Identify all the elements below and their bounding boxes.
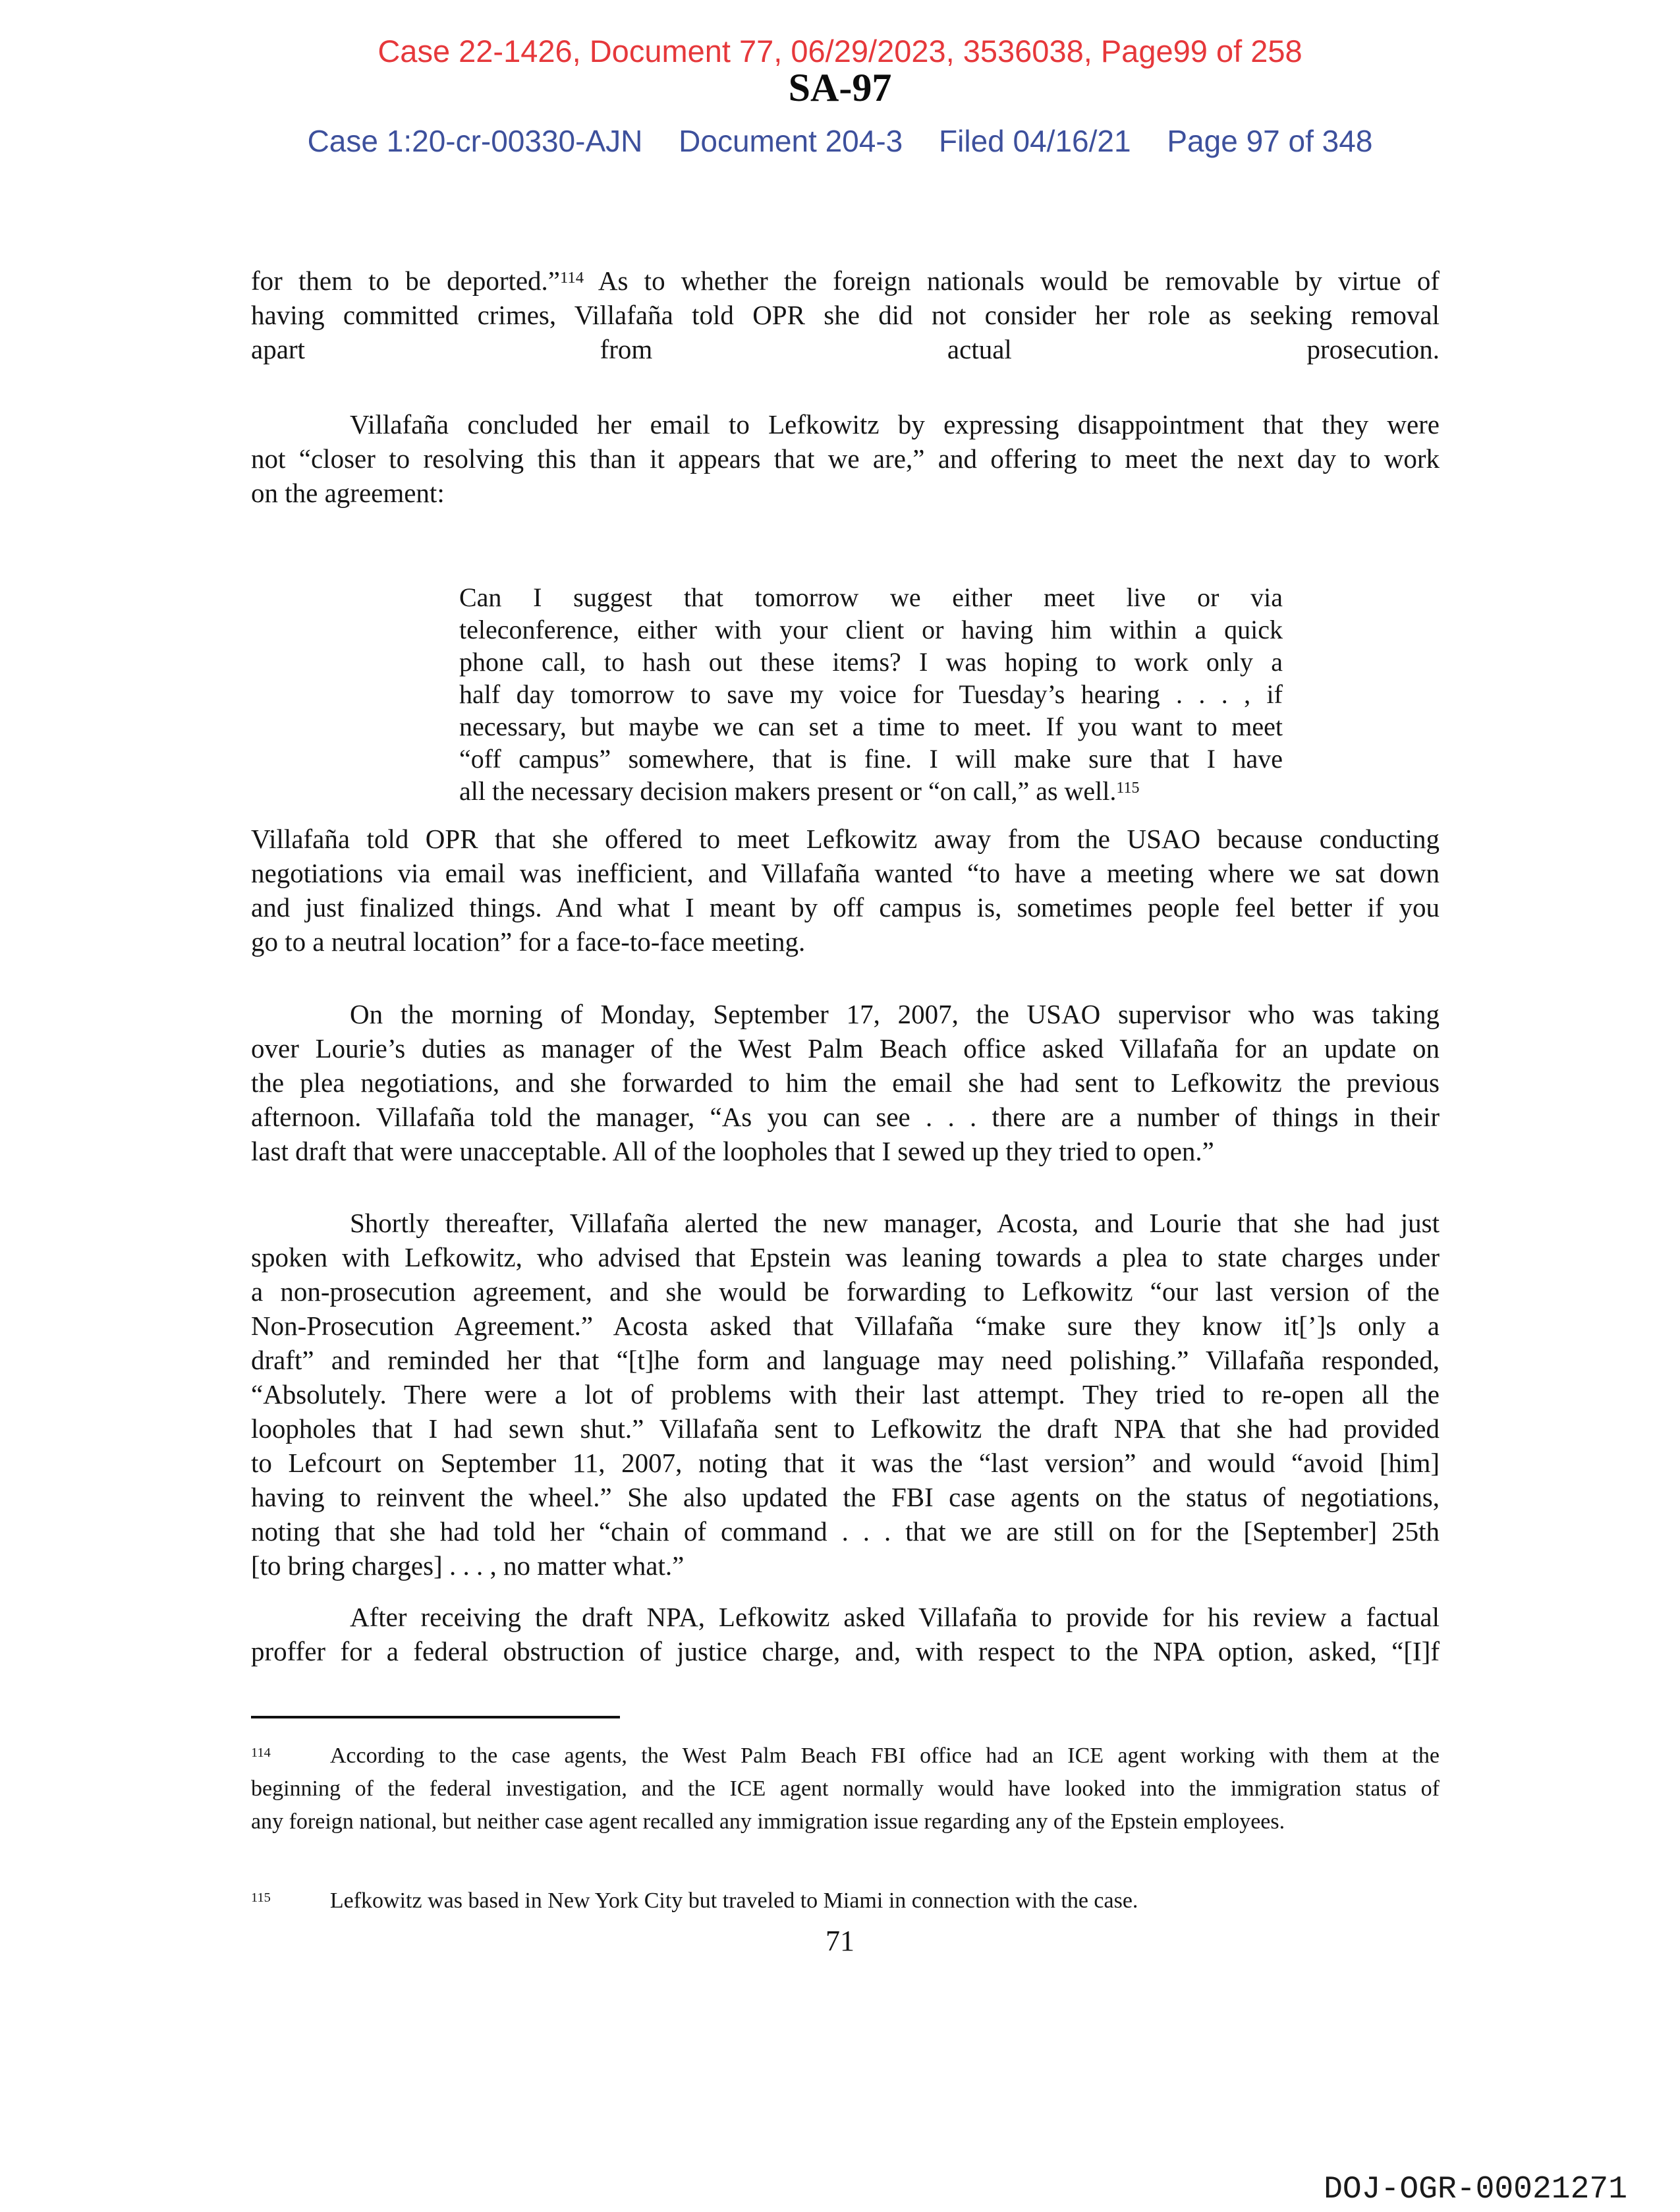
text-segment: “off campus” somewhere, that is fine. I will make sure that I have — [459, 744, 1283, 774]
text-segment: any foreign national, but neither case agent recalled any immigration issue regarding any of the Epstein employees. — [251, 1809, 1285, 1834]
text-segment: After receiving the draft NPA, Lefkowitz asked Villafaña to provide for his review a factual — [350, 1602, 1440, 1632]
district-header-page: Page 97 of 348 — [1167, 124, 1373, 158]
text-segment: afternoon. Villafaña told the manager, “As you can see . . . there are a number of things in their — [251, 1102, 1440, 1132]
text-segment: having to reinvent the wheel.” She also updated the FBI case agents on the status of negotiations, — [251, 1482, 1440, 1512]
text-segment: last draft that were unacceptable. All of the loopholes that I sewed up they tried to open.” — [251, 1136, 1214, 1166]
page-number: 71 — [826, 1925, 854, 1957]
text-line — [251, 1480, 1440, 1514]
text-segment: Can I suggest that tomorrow we either meet live or via — [459, 582, 1283, 612]
block-quote — [459, 581, 1283, 807]
footnote-reference: 114 — [560, 268, 584, 287]
text-segment: Villafaña told OPR that she offered to meet Lefkowitz away from the USAO because conducting — [251, 824, 1440, 854]
text-segment: the plea negotiations, and she forwarded to him the email she had sent to Lefkowitz the previous — [251, 1067, 1440, 1098]
text-line — [251, 298, 1440, 332]
footnote — [251, 1740, 1440, 1838]
text-line — [251, 1100, 1440, 1134]
text-segment: noting that she had told her “chain of command . . . that we are still on for the [September] 25th — [251, 1516, 1440, 1546]
text-line — [251, 924, 1440, 959]
text-segment: teleconference, either with your client or having him within a quick — [459, 615, 1283, 644]
text-line — [251, 1206, 1440, 1240]
text-line — [251, 1343, 1440, 1377]
text-segment: apart from actual prosecution. — [251, 334, 1440, 364]
text-line — [251, 1514, 1440, 1548]
text-line — [459, 710, 1283, 743]
text-segment: not “closer to resolving this than it appears that we are,” and offering to meet the next day to work — [251, 443, 1440, 474]
text-segment: and just finalized things. And what I meant by off campus is, sometimes people feel better if you — [251, 892, 1440, 922]
text-line — [251, 1240, 1440, 1274]
text-segment: phone call, to hash out these items? I was hoping to work only a — [459, 647, 1283, 677]
appeal-case-header: Case 22-1426, Document 77, 06/29/2023, 3536038, Page99 of 258 — [378, 34, 1302, 69]
text-line — [251, 1309, 1440, 1343]
text-line — [251, 997, 1440, 1031]
text-segment: necessary, but maybe we can set a time to meet. If you want to meet — [459, 712, 1283, 741]
text-line — [251, 1600, 1440, 1634]
text-line — [459, 775, 1283, 807]
supplemental-appendix-number: SA-97 — [788, 66, 892, 109]
text-line — [251, 890, 1440, 924]
text-line — [251, 1772, 1440, 1805]
text-segment: negotiations via email was inefficient, and Villafaña wanted “to have a meeting where we sat down — [251, 858, 1440, 888]
text-segment: beginning of the federal investigation, and the ICE agent normally would have looked into the immigration status of — [251, 1776, 1440, 1801]
text-segment: half day tomorrow to save my voice for Tuesday’s hearing . . . , if — [459, 679, 1283, 709]
text-line — [251, 1740, 1440, 1772]
text-segment: “Absolutely. There were a lot of problems with their last attempt. They tried to re-open all the — [251, 1379, 1440, 1409]
body-paragraph — [251, 1206, 1440, 1583]
text-line — [251, 1031, 1440, 1065]
text-segment: As to whether the foreign nationals would be removable by virtue of — [584, 266, 1440, 296]
text-segment: all the necessary decision makers present or “on call,” as well. — [459, 776, 1117, 806]
text-segment: Shortly thereafter, Villafaña alerted the new manager, Acosta, and Lourie that she had just — [350, 1208, 1440, 1238]
text-line — [251, 332, 1440, 366]
text-line — [251, 1634, 1440, 1668]
text-segment: having committed crimes, Villafaña told OPR she did not consider her role as seeking removal — [251, 300, 1440, 330]
text-line — [251, 1065, 1440, 1100]
text-segment: [to bring charges] . . . , no matter what.” — [251, 1550, 685, 1581]
text-line — [251, 856, 1440, 890]
body-paragraph — [251, 1600, 1440, 1668]
text-line — [459, 581, 1283, 613]
text-line — [251, 407, 1440, 441]
district-case-header — [0, 123, 1680, 159]
footnote-number: 114 — [251, 1745, 271, 1760]
text-line — [251, 1377, 1440, 1411]
text-segment: draft” and reminded her that “[t]he form and language may need polishing.” Villafaña responded, — [251, 1345, 1440, 1375]
footnote-number: 115 — [251, 1890, 271, 1905]
text-segment: spoken with Lefkowitz, who advised that Epstein was leaning towards a plea to state charges under — [251, 1242, 1440, 1272]
text-segment: Non-Prosecution Agreement.” Acosta asked that Villafaña “make sure they know it[’]s only a — [251, 1311, 1440, 1341]
text-line — [459, 743, 1283, 775]
text-line — [251, 822, 1440, 856]
body-paragraph — [251, 264, 1440, 366]
body-paragraph — [251, 822, 1440, 959]
text-segment: for them to be deported.” — [251, 266, 561, 296]
text-line — [251, 476, 1440, 510]
text-segment: on the agreement: — [251, 478, 445, 508]
text-segment: loopholes that I had sewn shut.” Villafaña sent to Lefkowitz the draft NPA that she had provided — [251, 1413, 1440, 1444]
text-line — [459, 646, 1283, 678]
text-line — [251, 441, 1440, 476]
text-segment: over Lourie’s duties as manager of the West Palm Beach office asked Villafaña for an update on — [251, 1033, 1440, 1063]
text-segment: proffer for a federal obstruction of justice charge, and, with respect to the NPA option, asked, “[I]f — [251, 1636, 1440, 1666]
district-header-document: Document 204-3 — [679, 124, 903, 158]
footnote-reference: 115 — [1116, 780, 1140, 797]
text-segment: According to the case agents, the West Palm Beach FBI office had an ICE agent working with them at the — [329, 1744, 1440, 1768]
text-segment: On the morning of Monday, September 17, 2007, the USAO supervisor who was taking — [350, 999, 1440, 1029]
bates-stamp: DOJ-OGR-00021271 — [1324, 2172, 1627, 2207]
footnote — [251, 1885, 1440, 1917]
district-header-case: Case 1:20-cr-00330-AJN — [307, 124, 643, 158]
body-paragraph — [251, 997, 1440, 1168]
text-segment: a non-prosecution agreement, and she would be forwarding to Lefkowitz “our last version of the — [251, 1276, 1440, 1307]
text-line — [251, 1274, 1440, 1309]
text-segment: Villafaña concluded her email to Lefkowitz by expressing disappointment that they were — [350, 409, 1440, 440]
text-line — [251, 1446, 1440, 1480]
text-line — [251, 264, 1440, 298]
text-line — [251, 1805, 1440, 1838]
district-header-filed: Filed 04/16/21 — [939, 124, 1131, 158]
text-segment: Lefkowitz was based in New York City but traveled to Miami in connection with the case. — [329, 1888, 1138, 1913]
text-line — [459, 678, 1283, 710]
text-line — [251, 1411, 1440, 1446]
body-paragraph — [251, 407, 1440, 510]
text-line — [251, 1885, 1440, 1917]
text-segment: go to a neutral location” for a face-to-face meeting. — [251, 926, 806, 957]
text-line — [251, 1548, 1440, 1583]
text-line — [251, 1134, 1440, 1168]
text-line — [459, 613, 1283, 646]
text-segment: to Lefcourt on September 11, 2007, noting that it was the “last version” and would “avoid [him] — [251, 1448, 1440, 1478]
footnote-separator — [251, 1716, 620, 1718]
